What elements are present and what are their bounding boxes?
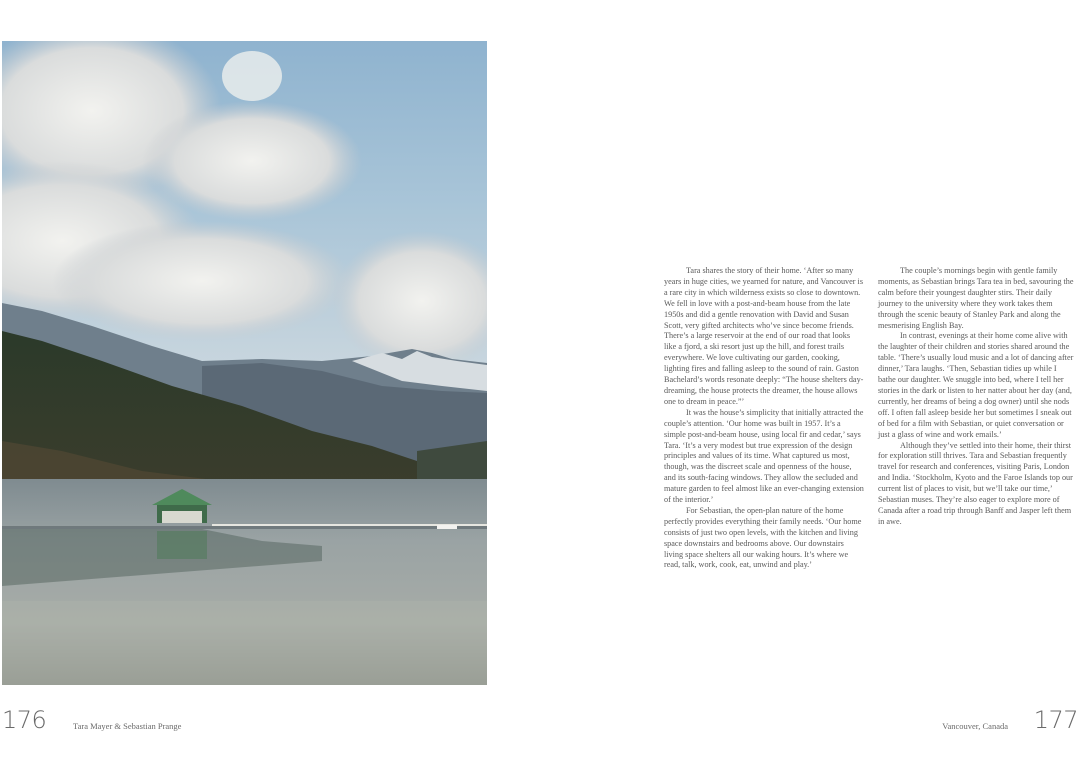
left-running-head: Tara Mayer & Sebastian Prange (73, 721, 182, 731)
right-page-number: 177 (1033, 706, 1078, 734)
article-paragraph: The couple’s mornings begin with gentle family moments, as Sebastian brings Tara tea in bed, savouring the calm before their youngest daughter stirs. Their daily journey to the university where they work takes them through the scenic beauty of Stanley Park and along the mesmerising English Bay. (878, 266, 1074, 330)
article-column-1 (664, 266, 864, 571)
right-running-head: Vancouver, Canada (942, 721, 1008, 731)
photo-illustration (2, 41, 487, 685)
article-paragraph: In contrast, evenings at their home come alive with the laughter of their children and stories shared around the table. ‘There’s usually loud music and a lot of dancing after dinner,’ Tara laughs. ‘Then, Sebastian tidies up while I bathe our daughter. We snuggle into bed, where I tell her stories in the dark or listen to her natter about her day (and, currently, her dreams of being a dog owner) until she nods off. I often fall asleep beside her but sometimes I sneak out of bed for a film with Sebastian, or quiet conversation or just a glass of wine and work emails.’ (878, 331, 1074, 439)
article-paragraph: Although they’ve settled into their home, their thirst for exploration still thrives. Tara and Sebastian frequently travel for research and conferences, visiting Paris, London and India. ‘Stockholm, Kyoto and the Faroe Islands top our current list of places to visit, but we’ll take our time,’ Sebastian muses. They’re also eager to explore more of Canada after a road trip through Banff and Jasper left them in awe. (878, 440, 1073, 526)
article-paragraph: It was the house’s simplicity that initially attracted the couple’s attention. ‘Our home was built in 1957. It’s a simple post-and-beam house, using local fir and cedar,’ says Tara. ‘It’s a very modest but true expression of the design principles and values of its time. What captured us most, though, was the discreet scale and openness of the house, and its south-facing windows. They allow the secluded and mature garden to feel almost like an ever-changing extension of the interior.’ (664, 407, 864, 505)
article-column-2 (878, 266, 1076, 528)
article-paragraph: For Sebastian, the open-plan nature of the home perfectly provides everything their family needs. ‘Our home consists of just two open levels, with the kitchen and living space downstairs and bedrooms above. Our downstairs living space shelters all our waking hours. It’s where we read, talk, work, cook, eat, unwind and play.’ (664, 505, 862, 570)
lake-boathouse-photo (2, 41, 487, 685)
article-paragraph: Tara shares the story of their home. ‘After so many years in huge cities, we yearned for nature, and Vancouver is a rare city in which wilderness exists so close to downtown. We fell in love with a post-and-beam house from the late 1950s and did a gentle renovation with David and Susan Scott, very gifted architects who’ve since become friends. There’s a large reservoir at the end of our road that looks like a fjord, a ski resort just up the hill, and forest trails everywhere. We love cultivating our garden, cooking, lighting fires and falling asleep to the sound of rain. Gaston Bachelard’s words resonate deeply: “The house shelters day-dreaming, the house protects the dreamer, the house allows one to dream in peace.”’ (664, 266, 864, 406)
left-page-number: 176 (2, 706, 47, 734)
